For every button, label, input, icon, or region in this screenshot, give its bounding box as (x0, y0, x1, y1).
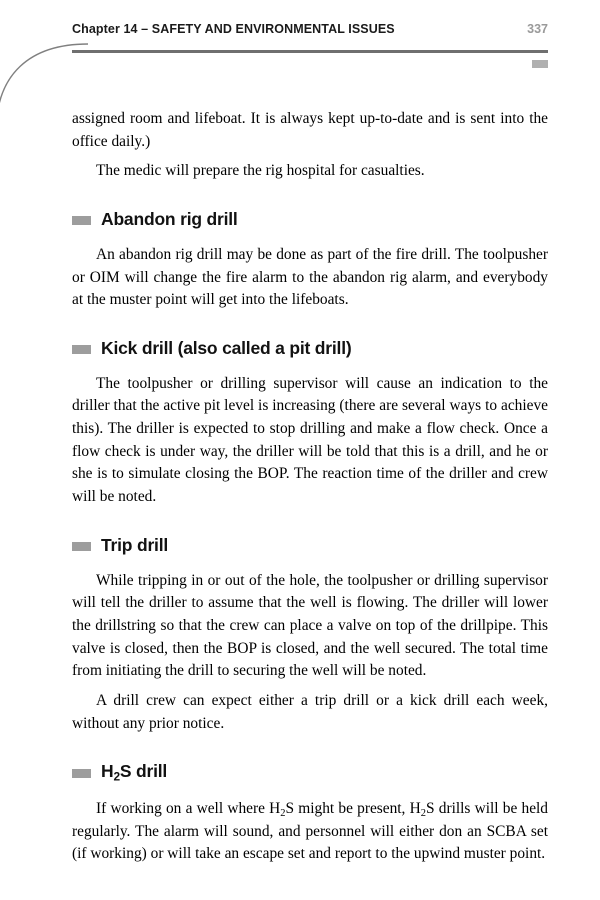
h2s-heading-prefix: H (101, 761, 114, 782)
section-heading-abandon-rig-drill (72, 209, 548, 230)
paragraph-trip-drill-1: While tripping in or out of the hole, the toolpusher or drilling supervisor will tell the driller to assume that the well is flowing. The driller will lower the drillstring so that the crew can place a valve on top of the drillpipe. This valve is closed, then the BOP is closed, and the well secured. The total time from initiating the drill to securing the well will be noted. (72, 571, 548, 680)
h2s-text-part-1: If working on a well where H (96, 799, 281, 817)
chapter-title: Chapter 14 – SAFETY AND ENVIRONMENTAL ISSUES (72, 22, 395, 36)
paragraph-kick-drill: The toolpusher or drilling supervisor will cause an indication to the driller that the active pit level is increasing (there are several ways to achieve this). The driller is expected to stop drilling and make a flow check. Once a flow check is under way, the driller will be told that this is a drill, and he or she is to simulate closing the BOP. The reaction time of the driller and crew will be noted. (72, 374, 548, 506)
section-heading-label (101, 761, 167, 783)
paragraph-intro-1: assigned room and lifeboat. It is always kept up-to-date and is sent into the office daily.) (72, 110, 548, 150)
paragraph-trip-drill-2: A drill crew can expect either a trip drill or a kick drill each week, without any prior notice. (72, 691, 548, 732)
h2s-text-sub-2: 2 (420, 807, 426, 819)
page-content (72, 108, 548, 866)
section-heading-h2s-drill (72, 761, 548, 783)
section-heading-label: Kick drill (also called a pit drill) (101, 337, 352, 358)
header-divider (72, 50, 548, 53)
h2s-heading-subscript: 2 (113, 769, 120, 784)
h2s-text-part-3: S drills will be held regularly. The alarm will sound, and personnel will either don an SCBA set (if working) or will take an escape set and report to the upwind muster point. (72, 799, 548, 863)
h2s-text-part-2: S might be present, H (285, 799, 421, 817)
section-heading-trip-drill (72, 535, 548, 556)
square-bullet-icon (72, 216, 91, 225)
section-heading-label: Abandon rig drill (101, 208, 238, 229)
h2s-text-sub-1: 2 (280, 807, 286, 819)
square-bullet-icon (72, 345, 91, 354)
header-marker-square (532, 60, 548, 68)
paragraph-h2s-drill (72, 798, 548, 867)
page-number: 337 (527, 22, 548, 36)
h2s-heading-suffix: S drill (119, 761, 168, 782)
page-header (72, 22, 548, 46)
square-bullet-icon (72, 542, 91, 551)
paragraph-abandon-rig-drill: An abandon rig drill may be done as part of the fire drill. The toolpusher or OIM will change the fire alarm to the abandon rig alarm, and everybody at the muster point will get into the lifeboats. (72, 245, 548, 309)
paragraph-intro-2: The medic will prepare the rig hospital for casualties. (96, 162, 425, 180)
section-heading-label: Trip drill (101, 534, 169, 555)
section-heading-kick-drill (72, 338, 548, 359)
square-bullet-icon (72, 769, 91, 778)
